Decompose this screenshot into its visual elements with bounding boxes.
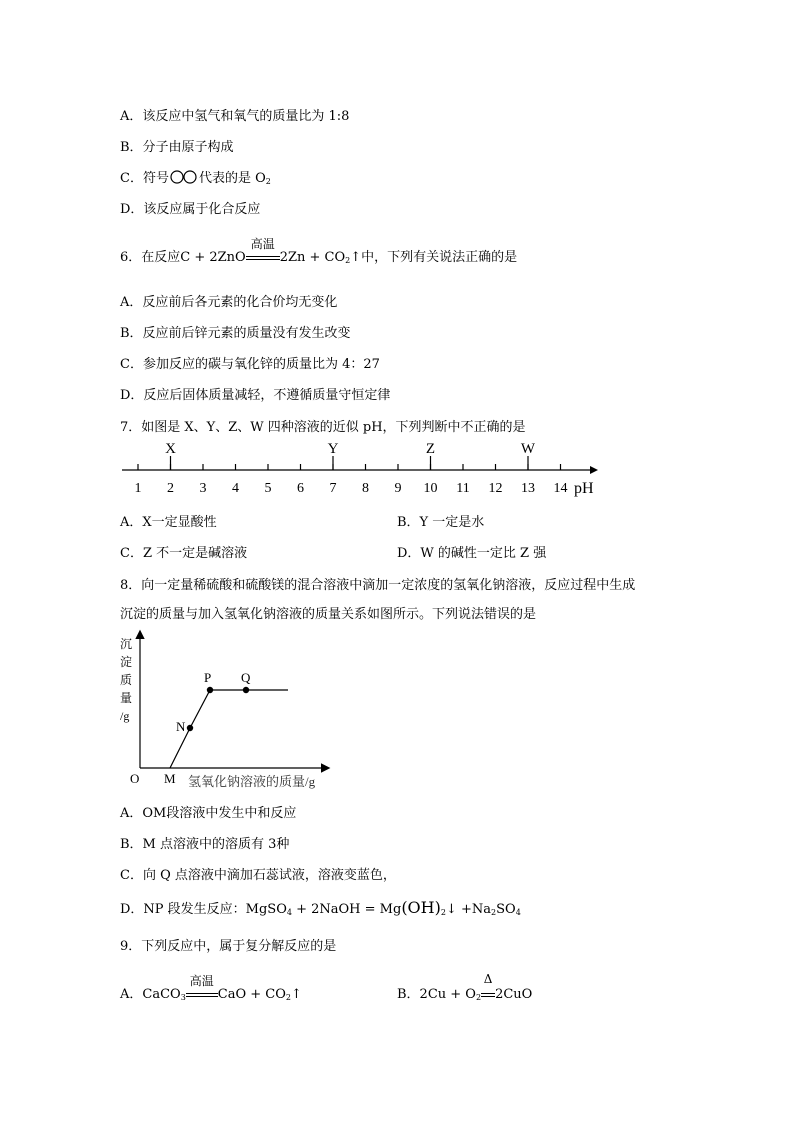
- q6-option-a: A．反应前后各元素的化合价均无变化: [120, 295, 338, 310]
- y-label-char-2: 淀: [120, 655, 133, 669]
- ph-tick-label-9: 9: [394, 481, 402, 496]
- q9-b-prefix: B．2Cu + O: [397, 987, 476, 1002]
- q9-option-a: [120, 974, 302, 1002]
- ph-tick-label-3: 3: [199, 481, 207, 496]
- y-label-char-5: /g: [120, 709, 130, 723]
- q5-option-a: A．该反应中氢气和氧气的质量比为 1:8: [120, 109, 350, 124]
- label-m: M: [164, 771, 176, 786]
- q7-option-c: C．Z 不一定是碱溶液: [120, 546, 248, 561]
- q7-option-b: B．Y 一定是水: [397, 515, 485, 530]
- q8-option-a: A．OM段溶液中发生中和反应: [120, 806, 297, 821]
- ph-tick-label-14: 14: [553, 481, 568, 496]
- point-p: [207, 687, 213, 693]
- ph-tick-label-11: 11: [456, 481, 470, 496]
- ph-tick-label-1: 1: [134, 481, 142, 496]
- q9-a-sub1: 3: [180, 993, 186, 1002]
- q9-a-condition: 高温: [189, 974, 214, 988]
- ph-tick-label-2: 2: [167, 481, 174, 496]
- q9-a-prefix: A．CaCO: [120, 987, 181, 1002]
- label-p: P: [204, 670, 212, 685]
- q9-b-condition: Δ: [483, 972, 493, 986]
- q6-condition: 高温: [250, 237, 275, 251]
- marker-label-z: Z: [425, 441, 436, 457]
- ph-tick-label-13: 13: [521, 481, 535, 496]
- q8-d-mid2: ↓ +Na: [445, 902, 492, 917]
- y-label-char-3: 质: [120, 673, 133, 687]
- q5-option-d: D．该反应属于化合反应: [120, 202, 261, 217]
- ph-tick-label-5: 5: [264, 481, 272, 496]
- q5-option-c-prefix: C．符号: [120, 171, 169, 186]
- q6-stem: [120, 237, 518, 265]
- q8-d-sub3: 2: [491, 908, 497, 917]
- ph-tick-label-8: 8: [362, 481, 369, 496]
- q8-d-hydroxide: (OH): [401, 898, 441, 917]
- ph-tick-label-4: 4: [232, 481, 239, 496]
- marker-label-w: W: [520, 441, 536, 457]
- q9-a-sub2: 2: [285, 993, 292, 1002]
- label-o: O: [130, 771, 140, 786]
- q8-d-prefix: D．NP 段发生反应：MgSO: [120, 902, 287, 917]
- q5-option-b: B．分子由原子构成: [120, 140, 234, 155]
- q8-stem-line1: 8．向一定量稀硫酸和硫酸镁的混合溶液中滴加一定浓度的氢氧化钠溶液，反应过程中生成: [120, 578, 636, 593]
- q8-option-c: C．向 Q 点溶液中滴加石蕊试液，溶液变蓝色，: [120, 868, 396, 883]
- q7-stem: 7．如图是 X、Y、Z、W 四种溶液的近似 pH，下列判断中不正确的是: [120, 420, 526, 435]
- q9-stem: 9．下列反应中，属于复分解反应的是: [120, 939, 337, 954]
- q5-option-c-sub: 2: [265, 177, 271, 186]
- q8-d-mid: + 2NaOH = Mg: [291, 902, 402, 917]
- q9-b-sub1: 2: [475, 993, 482, 1002]
- ph-scale-figure: [118, 436, 608, 498]
- q9-b-condition-equals: [481, 972, 495, 1002]
- molecule-symbol-icon: [169, 170, 199, 184]
- q9-b-post: 2CuO: [495, 987, 533, 1002]
- ph-tick-label-6: 6: [297, 481, 304, 496]
- ph-tick-label-10: 10: [423, 481, 438, 496]
- q6-option-c: C．参加反应的碳与氧化锌的质量比为 4：27: [120, 357, 380, 372]
- q6-condition-equals: [246, 237, 280, 265]
- q8-d-sub2: 2: [440, 908, 446, 917]
- q5-option-c-suffix: 代表的是 O: [198, 171, 266, 186]
- q6-stem-mid: 2Zn + CO: [279, 250, 346, 265]
- label-n: N: [176, 719, 186, 734]
- q7-option-a: A．X一定显酸性: [120, 515, 217, 530]
- ph-tick-label-7: 7: [329, 481, 337, 496]
- q5-option-c: [120, 167, 271, 186]
- point-n: [187, 725, 193, 731]
- q9-a-post: CaO + CO: [217, 987, 286, 1002]
- q8-d-sub4: 4: [515, 908, 521, 917]
- label-q: Q: [241, 670, 251, 685]
- marker-label-y: Y: [327, 441, 339, 457]
- ph-tick-label-12: 12: [488, 481, 503, 496]
- q8-option-b: B．M 点溶液中的溶质有 3种: [120, 837, 290, 852]
- q6-stem-sub: 2: [345, 256, 351, 265]
- point-q: [243, 687, 249, 693]
- precipitate-chart: [118, 626, 338, 796]
- q8-d-sub1: 4: [286, 908, 292, 917]
- q6-stem-suffix: ↑中，下列有关说法正确的是: [350, 250, 518, 265]
- ph-axis-arrow: [590, 466, 598, 474]
- q9-a-condition-equals: [186, 974, 218, 1002]
- q9-option-b: [397, 972, 533, 1002]
- q8-stem-line2: 沉淀的质量与加入氢氧化钠溶液的质量关系如图所示。下列说法错误的是: [120, 607, 537, 622]
- marker-label-x: X: [165, 441, 176, 457]
- x-axis-label: 氢氧化钠溶液的质量/g: [188, 774, 316, 789]
- y-label-char-4: 量: [120, 691, 133, 705]
- ph-axis-unit: pH: [574, 480, 594, 497]
- q7-option-d: D．W 的碱性一定比 Z 强: [397, 546, 547, 561]
- q6-stem-prefix: 6．在反应C + 2ZnO: [120, 250, 246, 265]
- q8-option-d: [120, 898, 521, 917]
- q6-option-b: B．反应前后锌元素的质量没有发生改变: [120, 326, 351, 341]
- q6-option-d: D．反应后固体质量减轻，不遵循质量守恒定律: [120, 388, 391, 403]
- q8-d-so: SO: [496, 902, 516, 917]
- q9-a-arrow: ↑: [291, 987, 302, 1002]
- y-label-char-1: 沉: [120, 637, 133, 651]
